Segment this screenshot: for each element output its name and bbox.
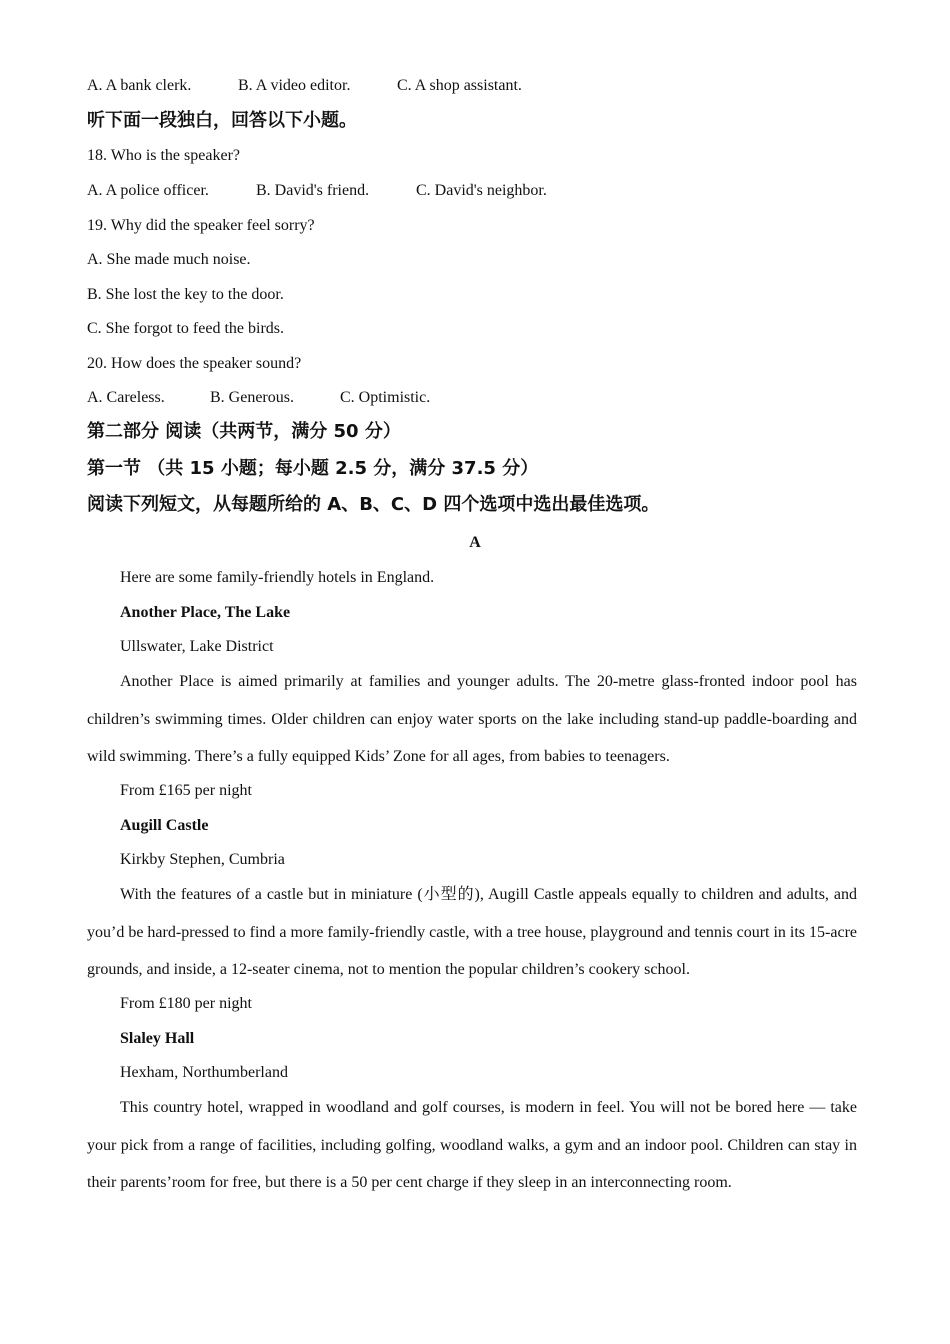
q19-option-c: C. She forgot to feed the birds. [87, 320, 285, 337]
hotel-location: Ullswater, Lake District [120, 638, 274, 655]
q17-option-a: A. A bank clerk. [87, 77, 192, 94]
passage-intro: Here are some family-friendly hotels in England. [120, 569, 435, 586]
part2-heading: 第二部分 阅读（共两节，满分 50 分） [87, 421, 401, 442]
q17-option-c: C. A shop assistant. [397, 77, 522, 94]
hotel-name: Another Place, The Lake [120, 604, 291, 621]
q17-option-b: B. A video editor. [238, 77, 351, 94]
listening-instruction: 听下面一段独白，回答以下小题。 [87, 110, 357, 131]
q20-option-b: B. Generous. [210, 389, 294, 406]
q18-question: 18. Who is the speaker? [87, 147, 240, 164]
section1-heading: 第一节 （共 15 小题；每小题 2.5 分，满分 37.5 分） [87, 458, 539, 479]
q20-option-c: C. Optimistic. [340, 389, 431, 406]
q18-option-b: B. David's friend. [256, 182, 370, 199]
hotel-price: From £165 per night [120, 782, 252, 799]
hotel-description: This country hotel, wrapped in woodland and golf courses, is modern in feel. You will not be bored here — take your pick from a range of facilities, including golfing, woodland walks, a gym and an indoor pool. Children can stay in their parents’room for free, but there is a 50 per cent charge if they sleep in an interconnecting room. [87, 1099, 857, 1191]
reading-instruction: 阅读下列短文，从每题所给的 A、B、C、D 四个选项中选出最佳选项。 [87, 494, 660, 515]
q20-options [87, 388, 430, 408]
hotel-name: Slaley Hall [120, 1030, 195, 1047]
q20-option-a: A. Careless. [87, 389, 165, 406]
q19-option-a: A. She made much noise. [87, 251, 251, 268]
q19-option-b: B. She lost the key to the door. [87, 286, 284, 303]
q20-question: 20. How does the speaker sound? [87, 355, 302, 372]
q18-options [87, 181, 547, 201]
q18-option-a: A. A police officer. [87, 182, 209, 199]
hotel-description: With the features of a castle but in miniature (小型的), Augill Castle appeals equally to children and adults, and you’d be hard-pressed to find a more family-friendly castle, with a tree house, playground and tennis court in its 15-acre grounds, and inside, a 12-seater cinema, not to mention the popular children’s cookery school. [87, 886, 857, 978]
hotel-price: From £180 per night [120, 995, 252, 1012]
passage-label: A [469, 534, 481, 551]
hotel-name: Augill Castle [120, 817, 209, 834]
q19-question: 19. Why did the speaker feel sorry? [87, 217, 315, 234]
q18-option-c: C. David's neighbor. [416, 182, 547, 199]
hotel-description: Another Place is aimed primarily at families and younger adults. The 20-metre glass-fronted indoor pool has children’s swimming times. Older children can enjoy water sports on the lake including stand-up paddle-boarding and wild swimming. There’s a fully equipped Kids’ Zone for all ages, from babies to teenagers. [87, 673, 857, 765]
hotel-location: Kirkby Stephen, Cumbria [120, 851, 285, 868]
hotel-location: Hexham, Northumberland [120, 1064, 288, 1081]
q17-options [87, 76, 522, 96]
